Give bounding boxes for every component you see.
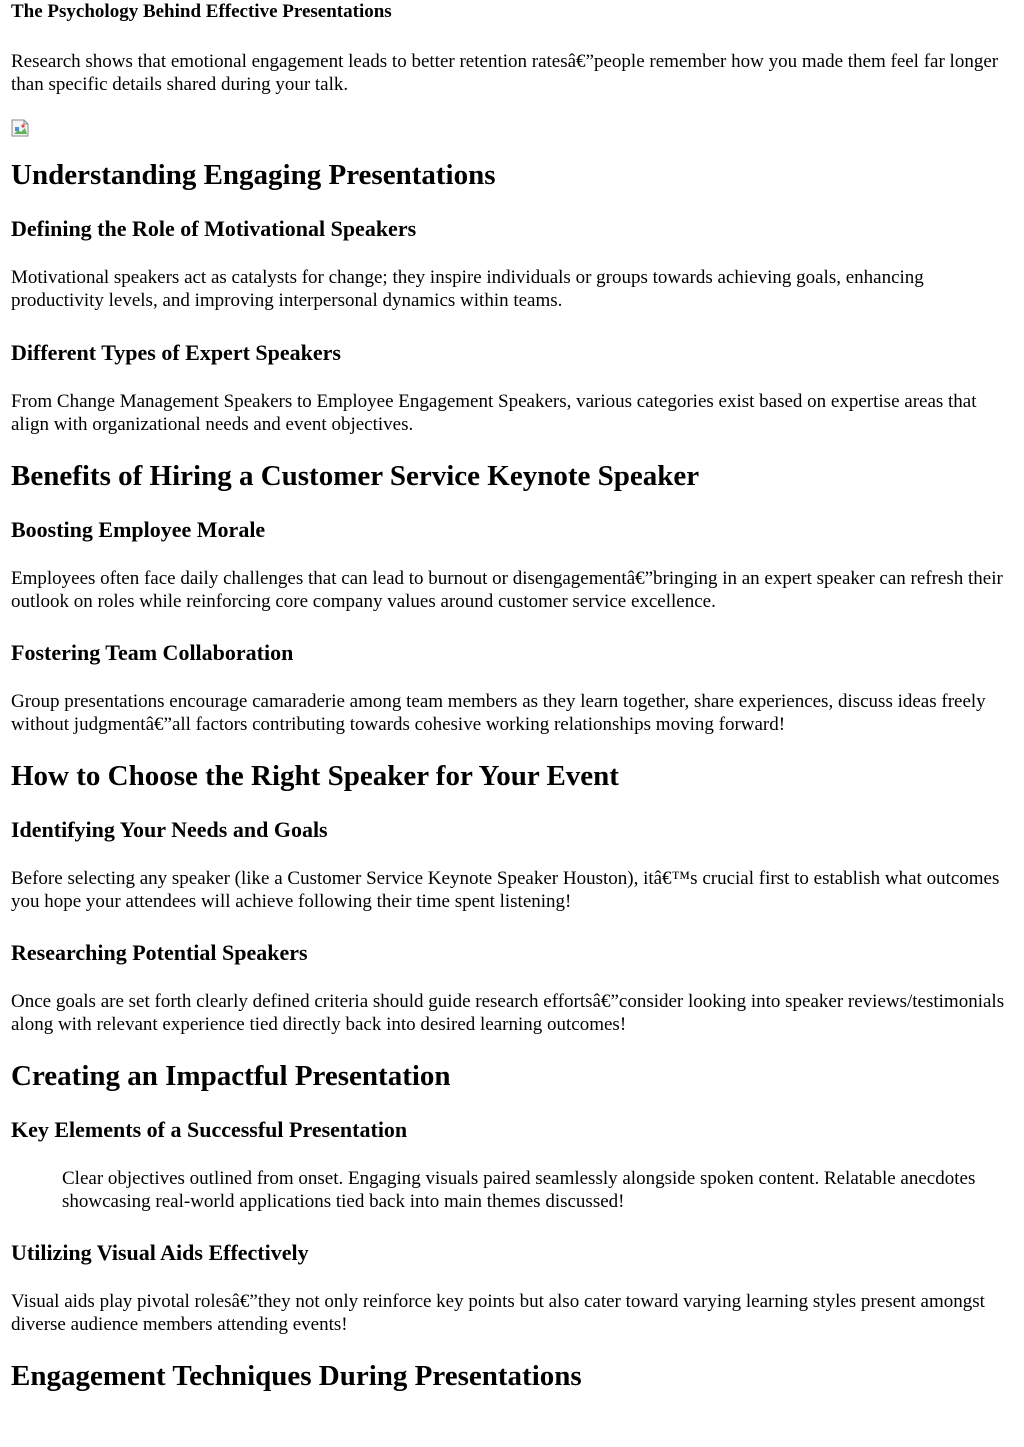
subsection-text-motivational: Motivational speakers act as catalysts for change; they inspire individuals or groups towards achieving goals, enhancing productivity levels, and improving interpersonal dynamics within teams.	[11, 267, 924, 311]
subsection-title-morale: Boosting Employee Morale	[11, 517, 266, 542]
subsection-text-researching: Once goals are set forth clearly defined criteria should guide research effortsâ€”consider looking into speaker reviews/testimonials along with relevant experience tied directly back into desired learning outcomes!	[11, 991, 1005, 1035]
section-title-understanding: Understanding Engaging Presentations	[11, 159, 496, 191]
subsection-text-collaboration: Group presentations encourage camaraderie among team members as they learn together, share experiences, discuss ideas freely without judgmentâ€”all factors contributing towards cohesive working relationships moving forward!	[11, 691, 986, 735]
section-title-choose-speaker: How to Choose the Right Speaker for Your Event	[11, 760, 619, 792]
article	[0, 1, 1024, 1393]
section-title-benefits: Benefits of Hiring a Customer Service Keynote Speaker	[11, 460, 700, 492]
subsection-text-needs-goals: Before selecting any speaker (like a Customer Service Keynote Speaker Houston), itâ€™s crucial first to establish what outcomes you hope your attendees will achieve following their time spent listening!	[11, 868, 1000, 912]
subsection-title-collaboration: Fostering Team Collaboration	[11, 640, 294, 665]
subsection-title-visual-aids: Utilizing Visual Aids Effectively	[11, 1240, 309, 1265]
subsection-title-researching: Researching Potential Speakers	[11, 940, 308, 965]
subsection-title-key-elements: Key Elements of a Successful Presentation	[11, 1117, 408, 1142]
subsection-text-expert-types: From Change Management Speakers to Employee Engagement Speakers, various categories exist based on expertise areas that align with organizational needs and event objectives.	[11, 391, 977, 435]
subsection-text-visual-aids: Visual aids play pivotal rolesâ€”they not only reinforce key points but also cater toward varying learning styles present amongst diverse audience members attending events!	[11, 1291, 985, 1335]
section-title-engagement-techniques: Engagement Techniques During Presentations	[11, 1360, 582, 1392]
subsection-title-needs-goals: Identifying Your Needs and Goals	[11, 817, 328, 842]
key-elements-quote: Clear objectives outlined from onset. Engaging visuals paired seamlessly alongside spoken content. Relatable anecdotes showcasing real-world applications tied back into main themes discussed!	[62, 1168, 976, 1212]
subsection-title-motivational: Defining the Role of Motivational Speakers	[11, 216, 417, 241]
subsection-title-expert-types: Different Types of Expert Speakers	[11, 340, 341, 365]
broken-image-icon	[11, 119, 31, 137]
section-title-impactful: Creating an Impactful Presentation	[11, 1060, 451, 1092]
subsection-text-morale: Employees often face daily challenges that can lead to burnout or disengagementâ€”bringing in an expert speaker can refresh their outlook on roles while reinforcing core company values around customer service excellence.	[11, 568, 1003, 612]
intro-heading: The Psychology Behind Effective Presentations	[11, 1, 392, 22]
intro-paragraph: Research shows that emotional engagement leads to better retention ratesâ€”people remember how you made them feel far longer than specific details shared during your talk.	[11, 51, 999, 95]
